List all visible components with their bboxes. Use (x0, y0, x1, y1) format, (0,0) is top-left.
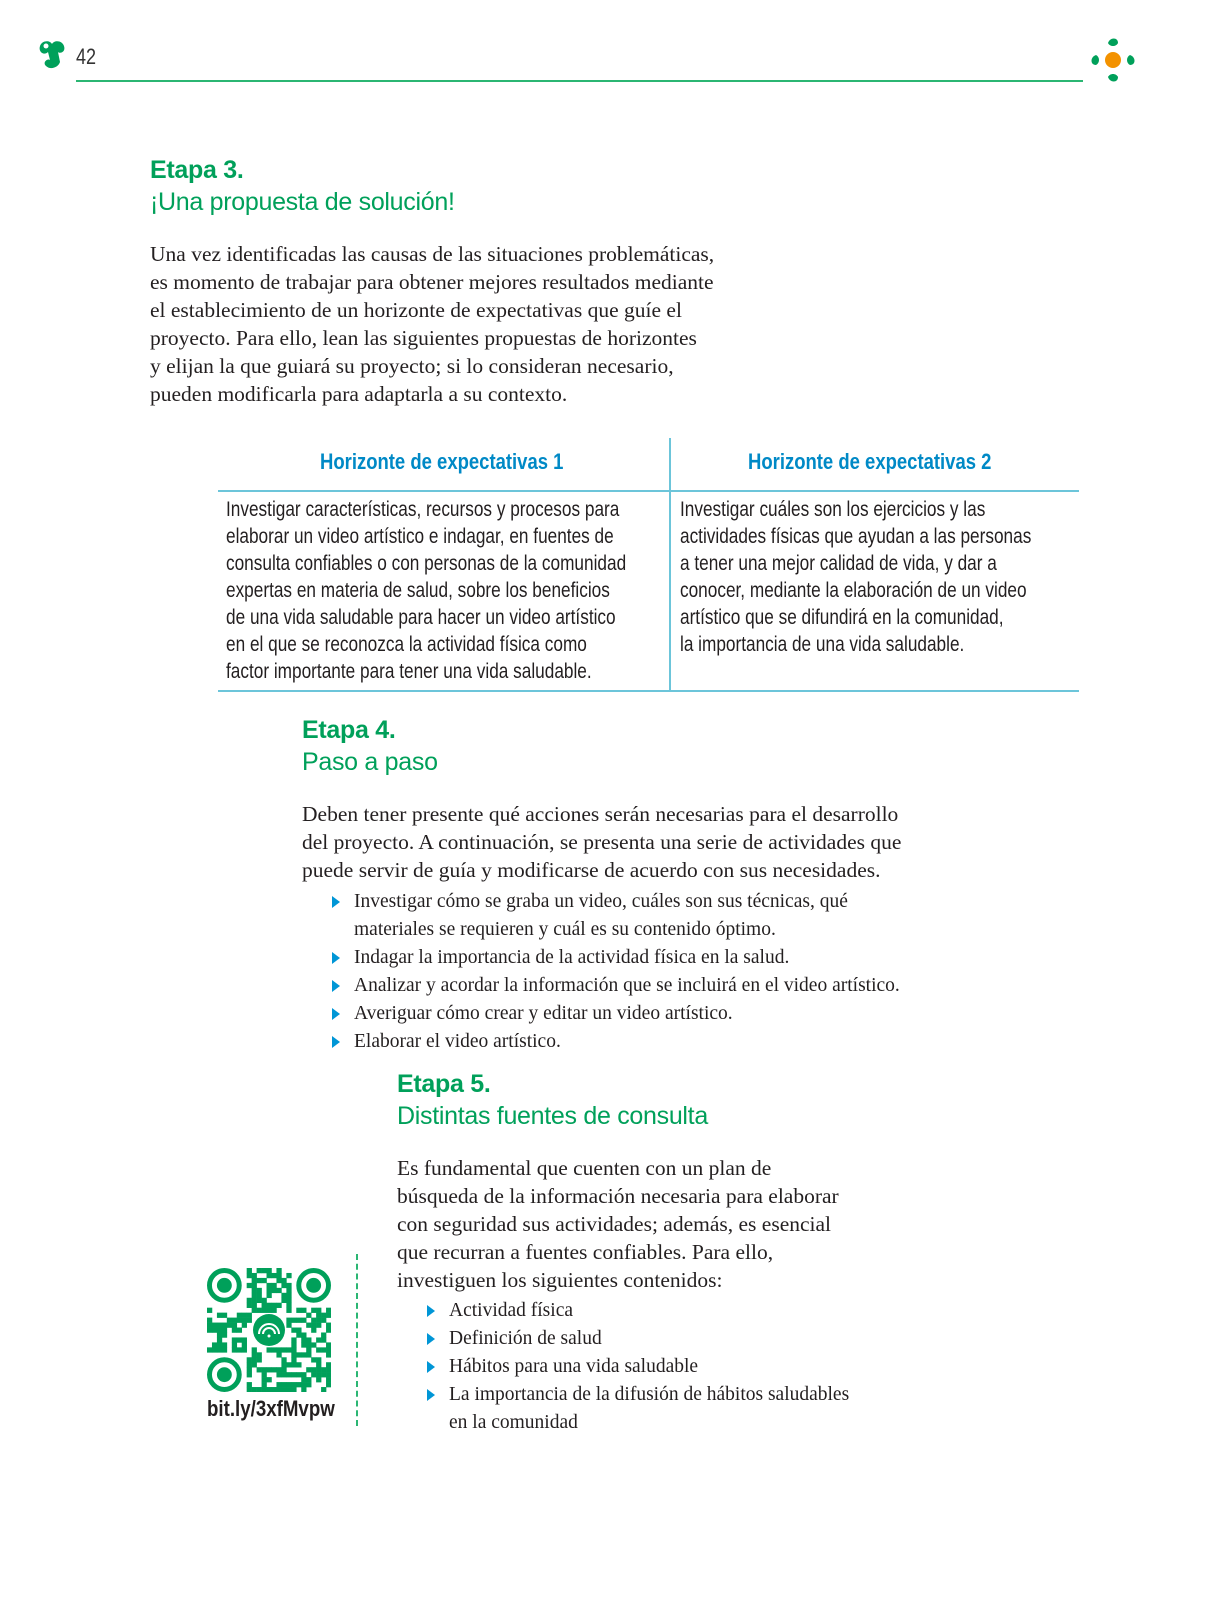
qr-code-icon[interactable] (207, 1268, 331, 1392)
bullet-triangle-icon (332, 952, 340, 964)
etapa4-activity-list (330, 888, 900, 1056)
cell-line: Investigar cuáles son los ejercicios y las (680, 498, 986, 521)
paragraph-line: del proyecto. A continuación, se presenta una serie de actividades que (302, 830, 902, 854)
paragraph-line: con seguridad sus actividades; además, es esencial (397, 1212, 832, 1236)
paragraph-line: pueden modificarla para adaptarla a su contexto. (150, 382, 568, 406)
table-header-2: Horizonte de expectativas 2 (748, 449, 992, 474)
paragraph-line: proyecto. Para ello, lean las siguientes propuestas de horizontes (150, 326, 697, 350)
etapa4-subheading: Paso a paso (302, 748, 438, 776)
list-item: Indagar la importancia de la actividad física en la salud. (330, 944, 900, 972)
etapa3-subheading: ¡Una propuesta de solución! (150, 188, 455, 216)
paragraph-line: es momento de trabajar para obtener mejores resultados mediante (150, 270, 714, 294)
list-item: Averiguar cómo crear y editar un video artístico. (330, 1000, 900, 1028)
bullet-triangle-icon (332, 1036, 340, 1048)
etapa5-subheading: Distintas fuentes de consulta (397, 1102, 708, 1130)
cell-line: la importancia de una vida saludable. (680, 633, 965, 656)
etapa5-paragraph (397, 1154, 839, 1294)
table-cell-2 (680, 496, 1108, 658)
etapa3-heading: Etapa 3. (150, 156, 244, 184)
bullet-triangle-icon (332, 896, 340, 908)
cell-line: expertas en materia de salud, sobre los beneficios (226, 579, 610, 602)
list-item: Analizar y acordar la información que se incluirá en el video artístico. (330, 972, 900, 1000)
paragraph-line: investiguen los siguientes contenidos: (397, 1268, 723, 1292)
list-item: Definición de salud (425, 1325, 849, 1353)
header-rule (76, 80, 1083, 82)
cell-line: consulta confiables o con personas de la comunidad (226, 552, 627, 575)
list-item: Investigar cómo se graba un video, cuáles son sus técnicas, qué materiales se requieren y cuál es su contenido óptimo. (330, 888, 900, 944)
cell-line: de una vida saludable para hacer un video artístico (226, 606, 616, 629)
bullet-triangle-icon (427, 1361, 435, 1373)
table-bottom-rule (218, 690, 1079, 692)
table-header-1: Horizonte de expectativas 1 (320, 449, 564, 474)
bullet-triangle-icon (427, 1333, 435, 1345)
etapa3-paragraph (150, 240, 714, 408)
paragraph-line: el establecimiento de un horizonte de expectativas que guíe el (150, 298, 682, 322)
list-item: Actividad física (425, 1297, 849, 1325)
table-cell-1 (226, 496, 714, 685)
paragraph-line: Deben tener presente qué acciones serán necesarias para el desarrollo (302, 802, 899, 826)
qr-dashed-divider (356, 1254, 358, 1426)
expectations-table (218, 438, 1079, 692)
table-header-rule (218, 490, 1079, 492)
paragraph-line: Una vez identificadas las causas de las situaciones problemáticas, (150, 242, 715, 266)
bullet-triangle-icon (332, 1008, 340, 1020)
cell-line: a tener una mejor calidad de vida, y dar a (680, 552, 997, 575)
cell-line: conocer, mediante la elaboración de un video (680, 579, 1027, 602)
cell-line: factor importante para tener una vida saludable. (226, 660, 592, 683)
list-item: La importancia de la difusión de hábitos saludables en la comunidad (425, 1381, 849, 1437)
bullet-triangle-icon (332, 980, 340, 992)
paragraph-line: búsqueda de la información necesaria para elaborar (397, 1184, 839, 1208)
paragraph-line: puede servir de guía y modificarse de acuerdo con sus necesidades. (302, 858, 881, 882)
paragraph-line: que recurran a fuentes confiables. Para ello, (397, 1240, 774, 1264)
etapa5-heading: Etapa 5. (397, 1070, 491, 1098)
etapa4-heading: Etapa 4. (302, 716, 396, 744)
bullet-triangle-icon (427, 1389, 435, 1401)
cell-line: elaborar un video artístico e indagar, en fuentes de (226, 525, 614, 548)
cell-line: actividades físicas que ayudan a las personas (680, 525, 1032, 548)
publisher-logo-icon (36, 38, 68, 72)
list-item: Hábitos para una vida saludable (425, 1353, 849, 1381)
cell-line: artístico que se difundirá en la comunidad, (680, 606, 1004, 629)
series-logo-icon (1088, 35, 1138, 85)
paragraph-line: y elijan la que guiará su proyecto; si lo consideran necesario, (150, 354, 674, 378)
paragraph-line: Es fundamental que cuenten con un plan de (397, 1156, 772, 1180)
qr-link[interactable]: bit.ly/3xfMvpw (207, 1396, 335, 1421)
list-item: Elaborar el video artístico. (330, 1028, 900, 1056)
bullet-triangle-icon (427, 1305, 435, 1317)
etapa5-contents-list (425, 1297, 849, 1437)
page-number: 42 (76, 44, 97, 69)
etapa4-paragraph (302, 800, 901, 884)
cell-line: en el que se reconozca la actividad física como (226, 633, 587, 656)
cell-line: Investigar características, recursos y procesos para (226, 498, 620, 521)
